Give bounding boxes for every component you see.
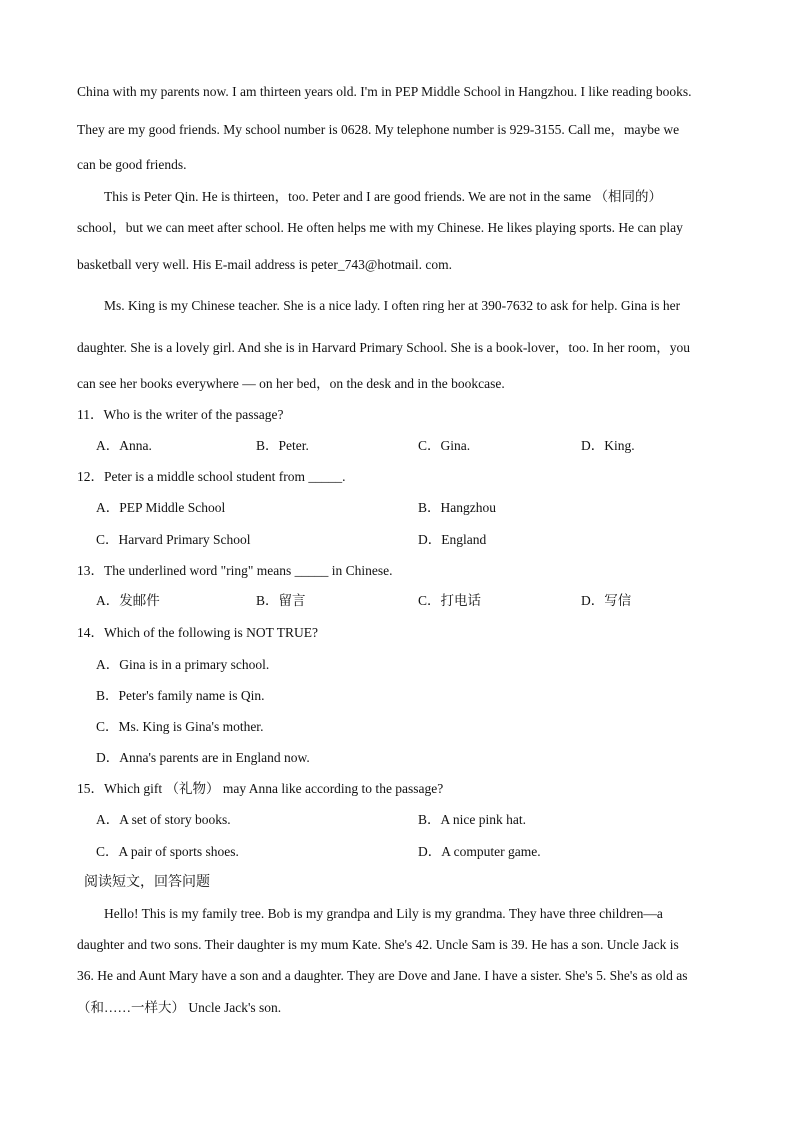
passage-line: basketball very well. His E-mail address is peter_743@hotmail. com. — [77, 257, 452, 272]
option-c: C．Ms. King is Gina's mother. — [96, 719, 264, 734]
passage-line: Hello! This is my family tree. Bob is my grandpa and Lily is my grandma. They have three children—a — [104, 906, 663, 921]
passage-line: They are my good friends. My school number is 0628. My telephone number is 929-3155. Call me，maybe we — [77, 122, 680, 137]
passage-line: daughter. She is a lovely girl. And she is in Harvard Primary School. She is a book-lover，too. In her room，you — [77, 340, 691, 355]
option-b: B．Peter. — [256, 438, 309, 453]
question-stem: 11．Who is the writer of the passage? — [77, 407, 284, 422]
option-d: D．Anna's parents are in England now. — [96, 750, 310, 765]
section-heading: 阅读短文，回答问题 — [84, 874, 210, 890]
option-d: D．King. — [581, 438, 635, 453]
passage-line: This is Peter Qin. He is thirteen，too. Peter and I are good friends. We are not in the same （相同的） — [104, 189, 663, 204]
option-d: D．写信 — [581, 593, 632, 608]
question-stem: 15．Which gift （礼物） may Anna like according to the passage? — [77, 781, 444, 796]
option-d: D．England — [418, 532, 487, 547]
passage-line: school，but we can meet after school. He often helps me with my Chinese. He likes playing sports. He can play — [77, 220, 683, 235]
question-stem: 12．Peter is a middle school student from _____. — [77, 469, 346, 484]
option-c: C．打电话 — [418, 593, 482, 608]
passage-line: 36. He and Aunt Mary have a son and a daughter. They are Dove and Jane. I have a sister. She's 5. She's as old as — [77, 968, 688, 983]
option-b: B．A nice pink hat. — [418, 812, 526, 827]
option-b: B．留言 — [256, 593, 306, 608]
passage-line: can see her books everywhere — on her bed，on the desk and in the bookcase. — [77, 376, 505, 391]
option-c: C．Harvard Primary School — [96, 532, 251, 547]
passage-line: Ms. King is my Chinese teacher. She is a nice lady. I often ring her at 390-7632 to ask for help. Gina is her — [104, 298, 681, 313]
option-a: A．发邮件 — [96, 593, 160, 608]
question-stem: 13．The underlined word "ring" means _____ in Chinese. — [77, 563, 393, 578]
option-d: D．A computer game. — [418, 844, 541, 859]
option-c: C．Gina. — [418, 438, 471, 453]
option-a: A．Gina is in a primary school. — [96, 657, 270, 672]
passage-line: （和……一样大） Uncle Jack's son. — [77, 1000, 282, 1015]
passage-line: China with my parents now. I am thirteen years old. I'm in PEP Middle School in Hangzhou. I like reading books. — [77, 84, 692, 99]
option-c: C．A pair of sports shoes. — [96, 844, 239, 859]
option-b: B．Hangzhou — [418, 500, 496, 515]
option-a: A．Anna. — [96, 438, 152, 453]
option-a: A．A set of story books. — [96, 812, 231, 827]
option-b: B．Peter's family name is Qin. — [96, 688, 265, 703]
question-stem: 14．Which of the following is NOT TRUE? — [77, 625, 318, 640]
passage-line: daughter and two sons. Their daughter is my mum Kate. She's 42. Uncle Sam is 39. He has a son. Uncle Jack is — [77, 937, 679, 952]
passage-line: can be good friends. — [77, 157, 187, 172]
option-a: A．PEP Middle School — [96, 500, 226, 515]
